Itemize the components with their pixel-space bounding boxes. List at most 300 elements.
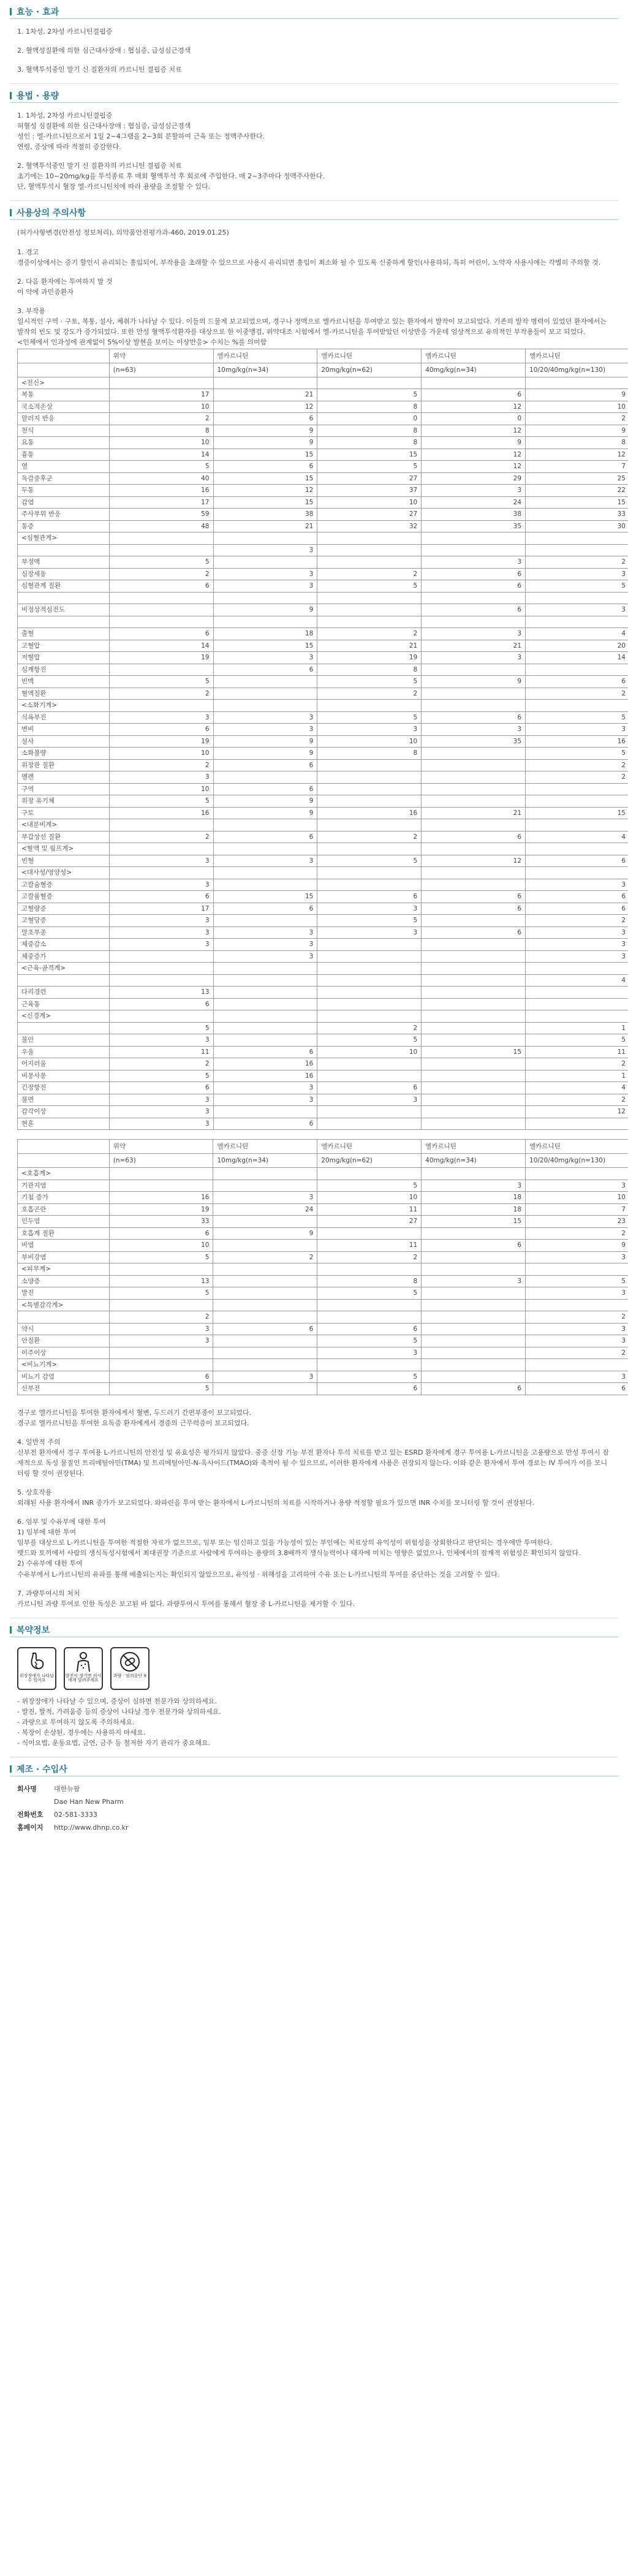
table-cell: 15: [526, 807, 628, 819]
table-cell: 2: [109, 1311, 213, 1324]
table-row-label: 긴장항진: [18, 1082, 110, 1094]
table-cell: 3: [526, 724, 628, 736]
table-cell: [213, 1275, 317, 1287]
table-row: [18, 903, 628, 915]
table-cell: 6: [422, 711, 526, 724]
table-row: [18, 724, 628, 736]
table-row-label: 두통: [18, 485, 110, 497]
table-cell: [109, 1347, 213, 1359]
table-row: [18, 509, 628, 521]
table-cell: [422, 795, 526, 808]
table-cell: 6: [213, 461, 317, 473]
table-row-label: 통증: [18, 520, 110, 532]
table-cell: [422, 1335, 526, 1347]
table-cell: [526, 592, 628, 604]
table-cell: [317, 1168, 422, 1180]
table-cell: 21: [213, 389, 317, 401]
table-cell: 27: [317, 509, 422, 521]
table-cell: 6: [109, 998, 213, 1010]
table-cell: [317, 377, 422, 389]
table-row: [18, 950, 628, 963]
table-cell: [317, 783, 422, 795]
table-cell: [526, 987, 628, 999]
table-cell: 5: [317, 1371, 422, 1383]
table-cell: 5: [317, 389, 422, 401]
no-overdose-icon: [119, 1651, 141, 1673]
table-row-label: 고혈압: [18, 640, 110, 652]
table-cell: [526, 1263, 628, 1276]
table-row-label: 다리경련: [18, 987, 110, 999]
table-row: [18, 1106, 628, 1118]
table-cell: [317, 1263, 422, 1276]
table-row-label: 부비강염: [18, 1251, 110, 1263]
manufacturer-value: 02-581-3333: [54, 1810, 97, 1819]
table-cell: 6: [526, 855, 628, 867]
table-cell: 2: [526, 915, 628, 927]
table-cell: 2: [317, 688, 422, 700]
table-cell: [526, 377, 628, 389]
efficacy-line: 2. 혈액성질환에 의한 심근대사장애 : 협심증, 급성심근경색: [17, 47, 191, 55]
precaution-text: 경구로 엘카르니틴을 투여한 환자에게서 혈변, 두드러기 간편부종이 보고되었다.: [17, 1408, 252, 1417]
table-header-cell: 10/20/40mg/kg(n=130): [526, 1154, 628, 1168]
table-cell: [422, 998, 526, 1010]
table-row-label: 체중감소: [18, 939, 110, 951]
table-cell: [317, 1299, 422, 1311]
table-cell: 3: [317, 926, 422, 939]
table-cell: 21: [422, 807, 526, 819]
table-cell: 11: [109, 1046, 213, 1058]
section-header-manufacturer: [10, 1762, 618, 1776]
section-marker: [10, 1765, 12, 1773]
table-cell: 17: [109, 389, 213, 401]
table-cell: 12: [422, 449, 526, 461]
table-cell: 3: [109, 939, 213, 951]
table-group-row: [18, 377, 628, 389]
manufacturer-value: Dae Han New Pharm: [54, 1797, 124, 1806]
table-cell: 5: [317, 580, 422, 593]
precaution-text: 수유부에서 L-카르니틴의 유파를 통해 배출되는지는 확인되지 않았으므로, 유익성 · 위해성을 고려하여 수유 또는 L-카르니틴의 투여를 중단하는 것을 고려할 수 있다.: [17, 1570, 500, 1578]
table-row: [18, 735, 628, 748]
table-row: [18, 544, 628, 556]
manufacturer-key: 회사명: [17, 1784, 37, 1793]
table-row: [18, 592, 628, 604]
table-cell: 15: [213, 449, 317, 461]
table-cell: 11: [317, 1240, 422, 1252]
table-group-label: <신경계>: [18, 1010, 110, 1023]
table-cell: 9: [526, 389, 628, 401]
table-cell: [422, 843, 526, 855]
table-row-label: [18, 616, 110, 628]
table-cell: 3: [526, 939, 628, 951]
table-cell: 2: [213, 1251, 317, 1263]
table-row: [18, 389, 628, 401]
table-cell: [317, 963, 422, 975]
table-group-label: <특별감각계>: [18, 1299, 110, 1311]
table-cell: 3: [526, 568, 628, 580]
table-cell: [213, 1106, 317, 1118]
table-cell: [422, 1251, 526, 1263]
table-row-label: 위장 유기체: [18, 795, 110, 808]
table-header-cell: [18, 349, 110, 363]
table-cell: 8: [526, 437, 628, 449]
table-row: [18, 652, 628, 664]
table-row: [18, 1371, 628, 1383]
efficacy-body: [10, 19, 618, 83]
table-cell: 6: [213, 759, 317, 771]
table-row-label: 심계항진: [18, 664, 110, 676]
table-cell: [317, 974, 422, 987]
table-row: [18, 831, 628, 843]
table-cell: 16: [213, 1070, 317, 1082]
table-row-label: 고칼슘혈증: [18, 879, 110, 891]
precaution-heading: 3. 부작용: [17, 306, 45, 315]
table-row-label: 불면: [18, 1094, 110, 1106]
table-cell: 6: [526, 891, 628, 903]
table-cell: 15: [422, 1216, 526, 1228]
warning-card: [17, 1647, 56, 1690]
table-cell: [526, 664, 628, 676]
table-cell: 1: [526, 1022, 628, 1034]
table-cell: 11: [317, 1203, 422, 1216]
precaution-text: 외래된 사용 환자에서 INR 증가가 보고되었다. 와파린을 투여 받는 환자에서 L-카르니틴의 치료를 시작하거나 용량 적정할 필요가 있으면 INR 수치를 모니터링 할 것이 권장된다.: [17, 1499, 534, 1507]
table-header-cell: 엘카르니틴: [422, 1140, 526, 1154]
table-cell: 3: [109, 1106, 213, 1118]
table-cell: [317, 879, 422, 891]
table-cell: 17: [109, 496, 213, 509]
table-row: [18, 795, 628, 808]
table-cell: 5: [109, 461, 213, 473]
table-row: [18, 1227, 628, 1240]
section-header-dosage: [10, 89, 618, 103]
adverse-reactions-table: [17, 349, 628, 1131]
table-cell: 3: [422, 485, 526, 497]
table-cell: 6: [213, 1046, 317, 1058]
table-row: [18, 998, 628, 1010]
table-cell: [317, 616, 422, 628]
table-row-label: 소화불량: [18, 748, 110, 760]
table-cell: [526, 1359, 628, 1371]
table-row: [18, 437, 628, 449]
table-cell: [317, 544, 422, 556]
table-cell: 9: [213, 604, 317, 616]
table-cell: 3: [213, 950, 317, 963]
table-cell: 8: [317, 425, 422, 437]
section-title-manufacturer: 제조 · 수입사: [17, 1764, 67, 1775]
table-cell: [213, 843, 317, 855]
table-row: [18, 640, 628, 652]
table-header-cell: 엘카르니틴: [526, 1140, 628, 1154]
precaution-heading: 5. 상호작용: [17, 1488, 52, 1497]
table-cell: 10: [317, 735, 422, 748]
table-row: [18, 1216, 628, 1228]
table-cell: [422, 867, 526, 879]
table-cell: [317, 556, 422, 569]
table-row-label: [18, 592, 110, 604]
table-cell: [109, 616, 213, 628]
table-row-label: 구토: [18, 807, 110, 819]
table-cell: [422, 1227, 526, 1240]
table-cell: [422, 544, 526, 556]
table-row: [18, 664, 628, 676]
table-cell: 18: [213, 628, 317, 640]
table-row-label: 주사부위 반응: [18, 509, 110, 521]
table-group-label: <비뇨기계>: [18, 1359, 110, 1371]
table-group-row: [18, 700, 628, 712]
table-row-label: 불안: [18, 1034, 110, 1047]
table-cell: 12: [422, 401, 526, 413]
table-group-row: [18, 867, 628, 879]
table-cell: [526, 963, 628, 975]
precaution-text: <인체에서 인과성에 관계없이 5%이상 발현을 보이는 이상반응> 수치는 %를 의미함: [17, 338, 267, 346]
efficacy-line: 1. 1차성, 2차성 카르니틴결핍증: [17, 28, 113, 36]
table-cell: 19: [109, 735, 213, 748]
table-row-label: 멜렌: [18, 771, 110, 784]
table-cell: 5: [317, 1180, 422, 1192]
warning-card: [110, 1647, 149, 1690]
table-cell: [422, 592, 526, 604]
table-row: [18, 1347, 628, 1359]
table-cell: 19: [109, 1203, 213, 1216]
table-cell: [422, 664, 526, 676]
table-cell: 14: [526, 652, 628, 664]
table-header-cell: (n=63): [109, 363, 213, 377]
table-cell: 14: [109, 640, 213, 652]
warning-line: - 복장이 손상된, 경우에는 사용하지 마세요.: [17, 1728, 146, 1737]
table-cell: [422, 879, 526, 891]
table-cell: 27: [317, 1216, 422, 1228]
table-cell: 16: [526, 735, 628, 748]
table-cell: [109, 974, 213, 987]
table-cell: 2: [526, 759, 628, 771]
table-cell: [422, 950, 526, 963]
table-cell: 6: [526, 1383, 628, 1395]
table-cell: 10: [317, 1192, 422, 1204]
table-row-label: 인두염: [18, 1216, 110, 1228]
manufacturer-key: 홈페이지: [17, 1824, 44, 1832]
table-cell: 3: [526, 1371, 628, 1383]
table-cell: [422, 1094, 526, 1106]
table-cell: [317, 1070, 422, 1082]
table-cell: [422, 1058, 526, 1070]
table-cell: 3: [422, 628, 526, 640]
table-row-label: [18, 544, 110, 556]
table-row: [18, 604, 628, 616]
table-cell: 6: [422, 1240, 526, 1252]
table-cell: 8: [317, 748, 422, 760]
table-cell: 15: [213, 891, 317, 903]
table-row-label: [18, 1311, 110, 1324]
table-cell: 6: [422, 891, 526, 903]
table-header-cell: 엘카르니틴: [317, 349, 422, 363]
table-cell: 6: [526, 903, 628, 915]
table-row-label: 비뇨기 감염: [18, 1371, 110, 1383]
table-row: [18, 1070, 628, 1082]
table-row-label: 독감증후군: [18, 472, 110, 485]
table-header-cell: [18, 363, 110, 377]
table-cell: [109, 963, 213, 975]
precaution-heading: 6. 임부 및 수유부에 대한 투여: [17, 1518, 106, 1526]
table-cell: [422, 963, 526, 975]
table-cell: 15: [526, 496, 628, 509]
table-cell: [213, 1311, 317, 1324]
table-group-row: [18, 843, 628, 855]
table-group-row: [18, 963, 628, 975]
table-cell: 10: [109, 401, 213, 413]
table-cell: [109, 1359, 213, 1371]
table-header-cell: (n=63): [109, 1154, 213, 1168]
table-row: [18, 855, 628, 867]
table-cell: 48: [109, 520, 213, 532]
table-row-label: 약시: [18, 1323, 110, 1335]
table-cell: 17: [109, 903, 213, 915]
table-cell: [422, 748, 526, 760]
table-cell: [422, 1168, 526, 1180]
table-cell: 9: [213, 807, 317, 819]
table-cell: 6: [317, 891, 422, 903]
dosage-line: 성인 : 엘-카르니틴으로서 1일 2~4그램을 2~3회 분할하여 근육 또는 정맥주사한다.: [17, 132, 265, 141]
table-cell: [317, 771, 422, 784]
section-title-precautions: 사용상의 주의사항: [17, 208, 86, 219]
table-cell: 12: [213, 401, 317, 413]
precaution-text: 경증이상에서는 증기 할인시 유리되는 흥입되어, 부작용을 초래할 수 있으므로 사용시 유리되면 흥입이 최소화 될 수 있도록 신중하게 할인(사용하되, 특히 어린이, 노약자 사용시에는 각별히 주의할 것.: [17, 258, 601, 267]
table-cell: 16: [109, 1192, 213, 1204]
table-cell: [213, 998, 317, 1010]
table-row-label: 고혈당증: [18, 915, 110, 927]
precautions-body: [10, 220, 626, 1617]
table-cell: [213, 915, 317, 927]
table-cell: 0: [317, 413, 422, 425]
table-cell: [526, 867, 628, 879]
table-cell: [317, 1010, 422, 1023]
table-row-label: 흉통: [18, 449, 110, 461]
table-cell: 2: [526, 688, 628, 700]
table-cell: 9: [213, 1227, 317, 1240]
table-cell: 12: [526, 1106, 628, 1118]
table-cell: [526, 1299, 628, 1311]
table-cell: 3: [109, 711, 213, 724]
table-cell: [422, 688, 526, 700]
table-row-label: 체중증가: [18, 950, 110, 963]
table-row: [18, 1251, 628, 1263]
table-group-label: <대사성/영양성>: [18, 867, 110, 879]
table-cell: [317, 998, 422, 1010]
table-cell: 2: [317, 628, 422, 640]
table-cell: [109, 1010, 213, 1023]
table-row-label: 심혈관계 질환: [18, 580, 110, 593]
table-header-cell: 40mg/kg(n=34): [422, 1154, 526, 1168]
table-group-label: <피부계>: [18, 1263, 110, 1276]
table-cell: 5: [109, 556, 213, 569]
table-cell: 2: [109, 1058, 213, 1070]
table-group-row: [18, 1168, 628, 1180]
table-cell: [526, 1118, 628, 1130]
table-row-label: 안질환: [18, 1335, 110, 1347]
precaution-text: 경구로 엘카르니틴을 투여한 요독증 환자에게서 경증의 근무력증이 보고되었다.: [17, 1419, 249, 1427]
warning-icon-label: 과량 · 임의중단 X: [113, 1673, 147, 1678]
table-row: [18, 1022, 628, 1034]
table-header-cell: 10mg/kg(n=34): [213, 1154, 317, 1168]
table-cell: 5: [317, 676, 422, 688]
table-row: [18, 568, 628, 580]
table-cell: 3: [526, 1180, 628, 1192]
table-cell: 29: [422, 472, 526, 485]
table-cell: 15: [213, 496, 317, 509]
precaution-text: 일시적인 구역 · 구토, 복통, 설사, 체취가 나타날 수 있다. 이들의 드물게 보고되었으며, 경구나 정맥으로 엘카르니틴을 투여받고 있는 환자에서 발작이 보고되었다. 기존의 발작 병력이 있었던 환자에서는 발작의 빈도 및 강도가 증가되었다. 또한 만성 혈액투석환자를 대상으로 한 이중맹검, 위약대조 시험에서 엘-카르니틴을 투여받았던 이상반응 가운데 임상적으로 유의적인 부작용들이 보고 되었다.: [17, 317, 607, 336]
table-cell: 6: [109, 1082, 213, 1094]
table-row: [18, 748, 628, 760]
table-cell: [422, 915, 526, 927]
table-cell: 2: [109, 688, 213, 700]
table-cell: [213, 771, 317, 784]
table-cell: 20: [526, 640, 628, 652]
section-marker: [10, 8, 12, 15]
table-cell: 9: [213, 735, 317, 748]
table-row: [18, 1203, 628, 1216]
table-row: [18, 485, 628, 497]
table-cell: 2: [526, 556, 628, 569]
table-row: [18, 676, 628, 688]
warning-line: - 위장장애가 나타날 수 있으며, 증상이 심하면 전문가와 상의하세요.: [17, 1697, 217, 1705]
table-cell: [422, 1022, 526, 1034]
table-cell: [422, 783, 526, 795]
table-row: [18, 1311, 628, 1324]
table-cell: 10: [109, 783, 213, 795]
table-cell: [422, 1118, 526, 1130]
table-group-row: [18, 1263, 628, 1276]
precaution-heading: 7. 과량투여시의 처치: [17, 1589, 80, 1597]
table-row-label: 소양증: [18, 1275, 110, 1287]
table-cell: 3: [526, 604, 628, 616]
section-title-efficacy: 효능 · 효과: [17, 7, 59, 17]
table-row-label: 복통: [18, 389, 110, 401]
section-title-warnings: 복약정보: [17, 1625, 50, 1635]
table-cell: 6: [109, 1371, 213, 1383]
table-cell: 3: [526, 950, 628, 963]
section-header-warnings: [10, 1623, 618, 1637]
table-cell: [109, 604, 213, 616]
table-row-label: 출혈: [18, 628, 110, 640]
section-marker: [10, 92, 12, 99]
precaution-text: 임부를 대상으로 L-카르니틴을 투여한 적절한 자료가 없으므로, 임부 또는 임신하고 있을 가능성이 있는 부인에는 치료상의 유익성이 위험성을 상회한다고 판단되는 경우에만 투여한다.: [17, 1539, 553, 1547]
table-cell: [317, 987, 422, 999]
homepage-link[interactable]: http://www.dhnp.co.kr: [54, 1824, 129, 1832]
table-cell: [422, 1371, 526, 1383]
table-cell: 0: [422, 413, 526, 425]
warning-icons: [17, 1647, 612, 1690]
table-cell: 35: [422, 735, 526, 748]
table-row-label: 빈혈: [18, 855, 110, 867]
table-row-label: 천식: [18, 425, 110, 437]
table-cell: [109, 592, 213, 604]
table-row: [18, 807, 628, 819]
table-cell: 3: [526, 926, 628, 939]
table-row: [18, 891, 628, 903]
table-cell: 2: [526, 1094, 628, 1106]
table-cell: [422, 377, 526, 389]
table-cell: 30: [526, 520, 628, 532]
table-cell: 18: [422, 1203, 526, 1216]
table-cell: [317, 1311, 422, 1324]
table-cell: 6: [422, 1383, 526, 1395]
table-cell: [526, 783, 628, 795]
table-cell: 5: [317, 1335, 422, 1347]
table-row-label: 심장세동: [18, 568, 110, 580]
table-cell: 3: [213, 711, 317, 724]
table-cell: [109, 867, 213, 879]
table-row: [18, 461, 628, 473]
table-cell: [213, 987, 317, 999]
table-cell: 3: [213, 724, 317, 736]
